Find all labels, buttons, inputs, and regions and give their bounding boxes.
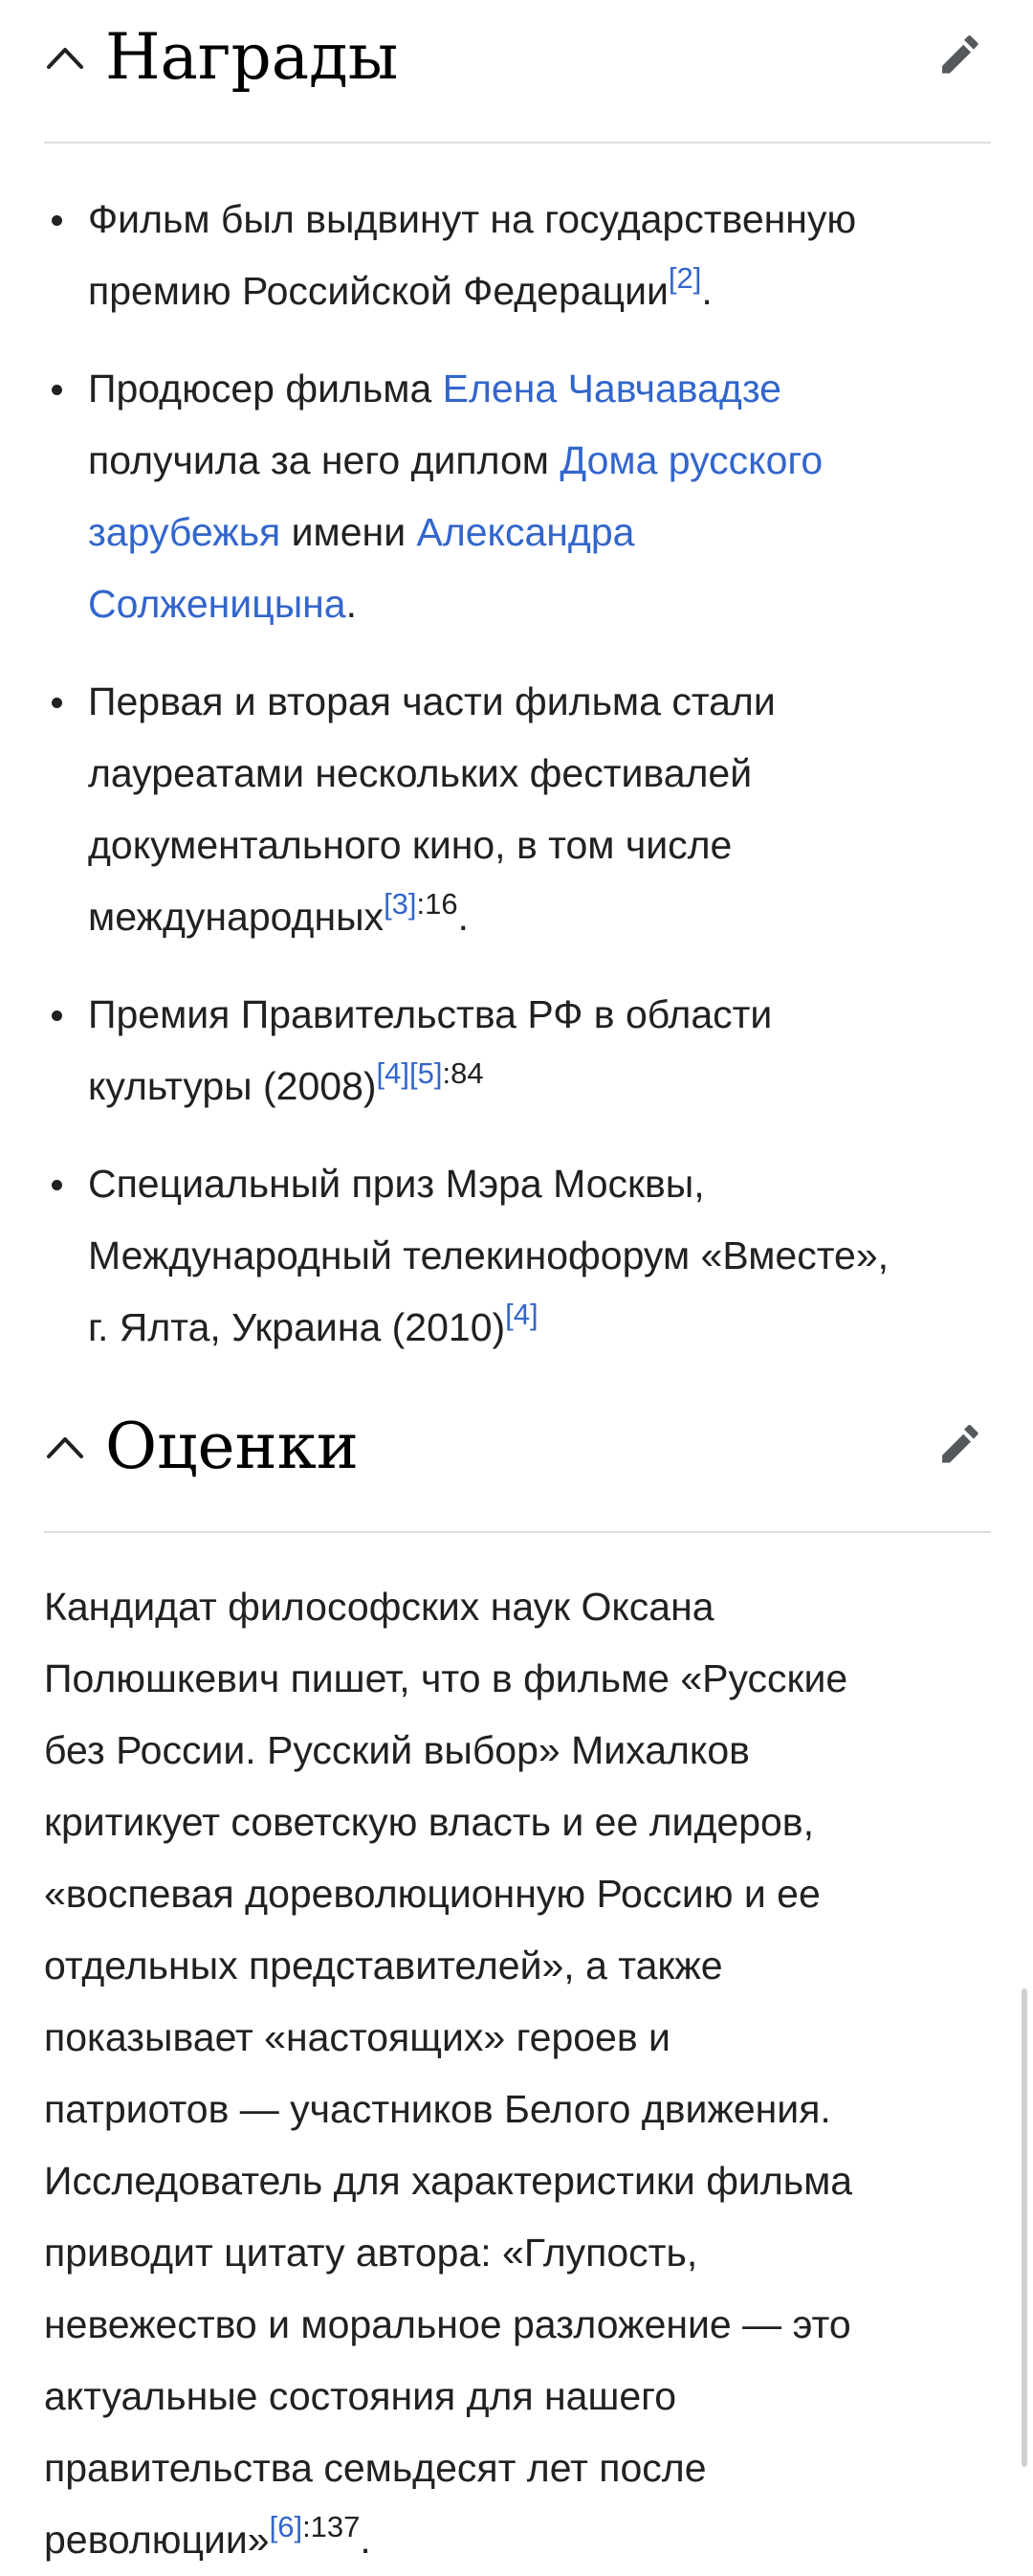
solzhenitsyn-link[interactable]: Александра — [416, 510, 635, 554]
list-item-text: Продюсер фильма — [88, 366, 443, 411]
solzhenitsyn-link[interactable]: Солженицына — [88, 582, 346, 626]
list-item-text: получила за него диплом — [88, 438, 560, 482]
bullet — [52, 215, 62, 226]
paragraph-line: показывает «настоящих» героев и — [44, 2015, 670, 2059]
paragraph-line: Исследователь для характеристики фильма — [44, 2159, 853, 2203]
paragraph-line: отдельных представителей», а также — [44, 1943, 723, 1988]
pencil-icon[interactable] — [937, 1420, 991, 1474]
section-heading-awards[interactable] — [44, 0, 991, 144]
bullet — [52, 1010, 62, 1021]
list-item-text: Специальный приз Мэра Москвы, — [88, 1162, 705, 1206]
reference-page: :137 — [302, 2510, 361, 2544]
paragraph-line: без России. Русский выбор» Михалков — [44, 1728, 750, 1772]
list-item-text: премию Российской Федерации — [88, 269, 669, 313]
punctuation: . — [457, 895, 470, 939]
list-item — [44, 1148, 991, 1364]
awards-list — [44, 144, 991, 1364]
paragraph-line: патриотов — участников Белого движения. — [44, 2087, 831, 2131]
paragraph-line: революции» — [44, 2518, 270, 2562]
section-heading-ratings[interactable] — [44, 1389, 991, 1533]
list-item-text: Международный телекинофорум «Вместе», — [88, 1233, 890, 1277]
reference-link[interactable]: [2] — [668, 261, 702, 296]
section-title-ratings: Оценки — [105, 1410, 359, 1483]
article-content — [44, 0, 991, 2576]
list-item-text: лауреатами нескольких фестивалей — [88, 751, 753, 795]
reference-link[interactable]: [3] — [384, 887, 417, 922]
ratings-paragraph — [44, 1571, 991, 2576]
chevron-up-icon[interactable] — [44, 1426, 86, 1468]
list-item — [44, 979, 991, 1122]
list-item-text: имени — [280, 510, 417, 554]
section-title-awards: Награды — [105, 20, 399, 94]
russian-abroad-house-link[interactable]: Дома русского — [560, 438, 824, 482]
chevron-up-icon[interactable] — [44, 36, 86, 78]
punctuation: . — [345, 582, 358, 626]
reference-page: :84 — [442, 1056, 484, 1091]
list-item — [44, 666, 991, 953]
bullet — [52, 1180, 62, 1190]
list-item-text: международных — [88, 895, 385, 939]
paragraph-line: «воспевая дореволюционную Россию и ее — [44, 1872, 821, 1916]
reference-link[interactable]: [4] — [505, 1298, 538, 1332]
reference-link[interactable]: [4] — [376, 1056, 410, 1091]
bullet — [52, 385, 62, 395]
list-item-text: Фильм был выдвинут на государственную — [88, 197, 857, 241]
scrollbar[interactable] — [1022, 1988, 1027, 2467]
list-item — [44, 353, 991, 640]
reference-link[interactable]: [6] — [269, 2510, 303, 2544]
list-item — [44, 184, 991, 327]
paragraph-line: правительства семьдесят лет после — [44, 2446, 707, 2490]
paragraph-line: приводит цитату автора: «Глупость, — [44, 2231, 698, 2275]
list-item-text: г. Ялта, Украина (2010) — [88, 1305, 506, 1349]
paragraph-line: критикует советскую власть и ее лидеров, — [44, 1800, 814, 1844]
reference-link[interactable]: [5] — [409, 1056, 443, 1091]
russian-abroad-house-link[interactable]: зарубежья — [88, 510, 281, 554]
list-item-text: документального кино, в том числе — [88, 823, 733, 867]
punctuation: . — [701, 269, 713, 313]
list-item-text: Премия Правительства РФ в области — [88, 992, 773, 1036]
paragraph-line: Полюшкевич пишет, что в фильме «Русские — [44, 1656, 848, 1700]
list-item-text: Первая и вторая части фильма стали — [88, 679, 776, 723]
pencil-icon[interactable] — [937, 31, 991, 84]
bullet — [52, 698, 62, 708]
paragraph-line: невежество и моральное разложение — это — [44, 2302, 851, 2346]
punctuation: . — [360, 2518, 371, 2562]
list-item-text: культуры (2008) — [88, 1064, 377, 1108]
reference-page: :16 — [416, 887, 458, 922]
paragraph-line: Кандидат философских наук Оксана — [44, 1585, 714, 1629]
producer-link[interactable]: Елена Чавчавадзе — [442, 366, 781, 411]
paragraph-line: актуальные состояния для нашего — [44, 2374, 677, 2418]
